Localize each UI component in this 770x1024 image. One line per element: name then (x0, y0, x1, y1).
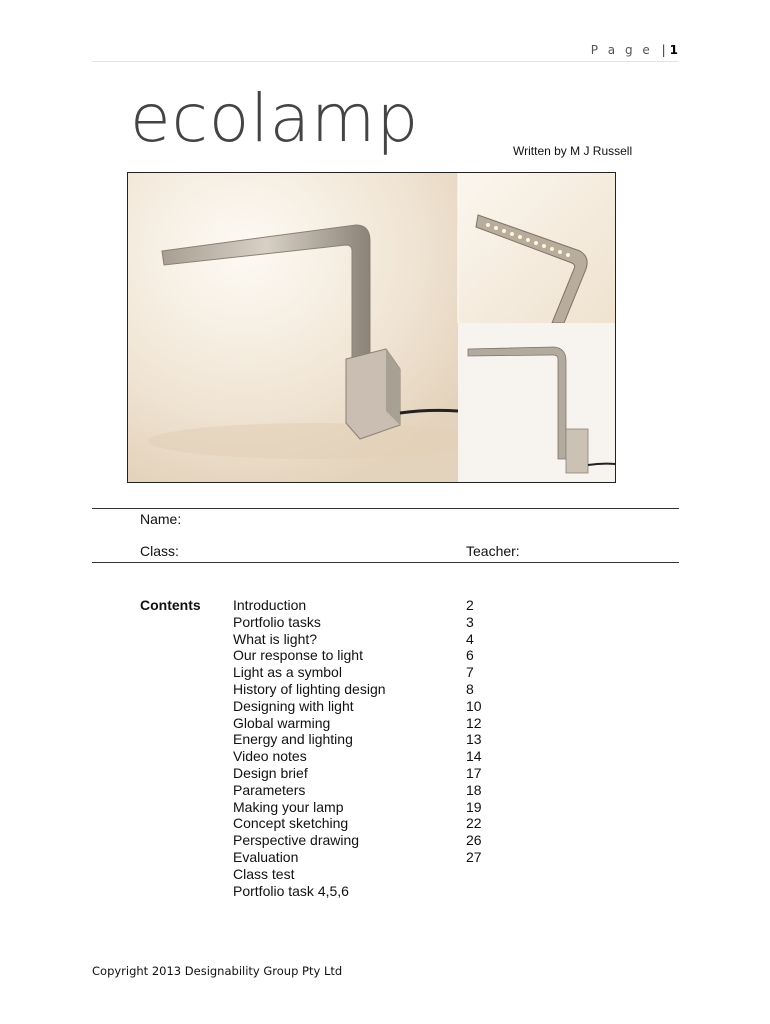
toc-entry (233, 832, 493, 849)
toc-entry-title: Parameters (233, 781, 306, 798)
toc-entry-title: History of lighting design (233, 680, 386, 697)
toc-entry-page: 10 (466, 697, 482, 714)
class-label: Class: (140, 543, 179, 559)
toc-entry-page: 17 (466, 764, 482, 781)
toc-entry-page: 14 (466, 748, 482, 765)
form-bottom-rule (92, 562, 679, 563)
toc-entry-title: Introduction (233, 597, 307, 613)
toc-entry (233, 815, 493, 832)
lamp-photo-collage (127, 172, 616, 483)
toc-entry-page: 12 (466, 714, 482, 731)
toc-entry-page: 22 (466, 815, 482, 832)
toc-entry-title: Concept sketching (233, 815, 349, 832)
toc-entry (233, 698, 493, 715)
toc-entry-title: Global warming (233, 714, 331, 731)
page-header (591, 43, 678, 57)
page-separator: | (661, 43, 666, 57)
toc-entry (233, 765, 493, 782)
teacher-label: Teacher: (466, 543, 520, 559)
toc-entry (233, 614, 493, 631)
page-number: 1 (669, 43, 678, 57)
toc-entry (233, 631, 493, 648)
toc-entry (233, 664, 493, 681)
toc-entry-title: Video notes (233, 748, 307, 765)
toc-entry (233, 647, 493, 664)
toc-entry-title: Light as a symbol (233, 664, 342, 681)
toc-entry (233, 782, 493, 799)
page-word: P a g e (590, 43, 653, 57)
toc-entry-page: 4 (466, 630, 474, 647)
toc-entry-page: 8 (466, 680, 474, 697)
toc-entry-page: 3 (466, 613, 474, 630)
toc-entry-page: 13 (466, 731, 482, 748)
toc-entry (233, 849, 493, 866)
toc-entry-page: 7 (466, 664, 474, 681)
toc-entry-page: 19 (466, 798, 482, 815)
toc-entry-title: Design brief (233, 764, 308, 781)
document-title: ecolamp (130, 80, 420, 157)
toc-entry (233, 715, 493, 732)
toc-entry-title: Energy and lighting (233, 731, 353, 748)
contents-label: Contents (140, 597, 201, 613)
toc-entry (233, 799, 493, 816)
toc-entry-page: 18 (466, 781, 482, 798)
toc-entry-title: What is light? (233, 630, 318, 647)
toc-entry-page: 27 (466, 848, 482, 865)
toc-entry (233, 866, 493, 883)
toc-entry-title: Evaluation (233, 848, 299, 865)
toc-entry-title: Our response to light (233, 647, 363, 664)
toc-entry (233, 597, 493, 614)
toc-entry-title: Perspective drawing (233, 832, 360, 849)
detail-photo-bottom (458, 323, 615, 482)
copyright-footer: Copyright 2013 Designability Group Pty Ltd (92, 964, 343, 978)
toc-entry-title: Portfolio tasks (233, 613, 321, 630)
toc-entry (233, 731, 493, 748)
toc-entry (233, 748, 493, 765)
toc-entry-title: Portfolio task 4,5,6 (233, 882, 349, 899)
header-rule (92, 61, 678, 62)
toc-entry (233, 883, 493, 900)
toc-entry-page: 2 (466, 597, 474, 613)
toc-entry-page: 26 (466, 832, 482, 849)
name-label: Name: (140, 511, 182, 527)
table-of-contents (233, 597, 493, 899)
toc-entry-title: Making your lamp (233, 798, 344, 815)
toc-entry-title: Designing with light (233, 697, 354, 714)
toc-entry (233, 681, 493, 698)
toc-entry-page: 6 (466, 647, 474, 664)
toc-entry-title: Class test (233, 865, 295, 882)
author-line: Written by M J Russell (513, 144, 633, 158)
form-top-rule (92, 508, 679, 509)
